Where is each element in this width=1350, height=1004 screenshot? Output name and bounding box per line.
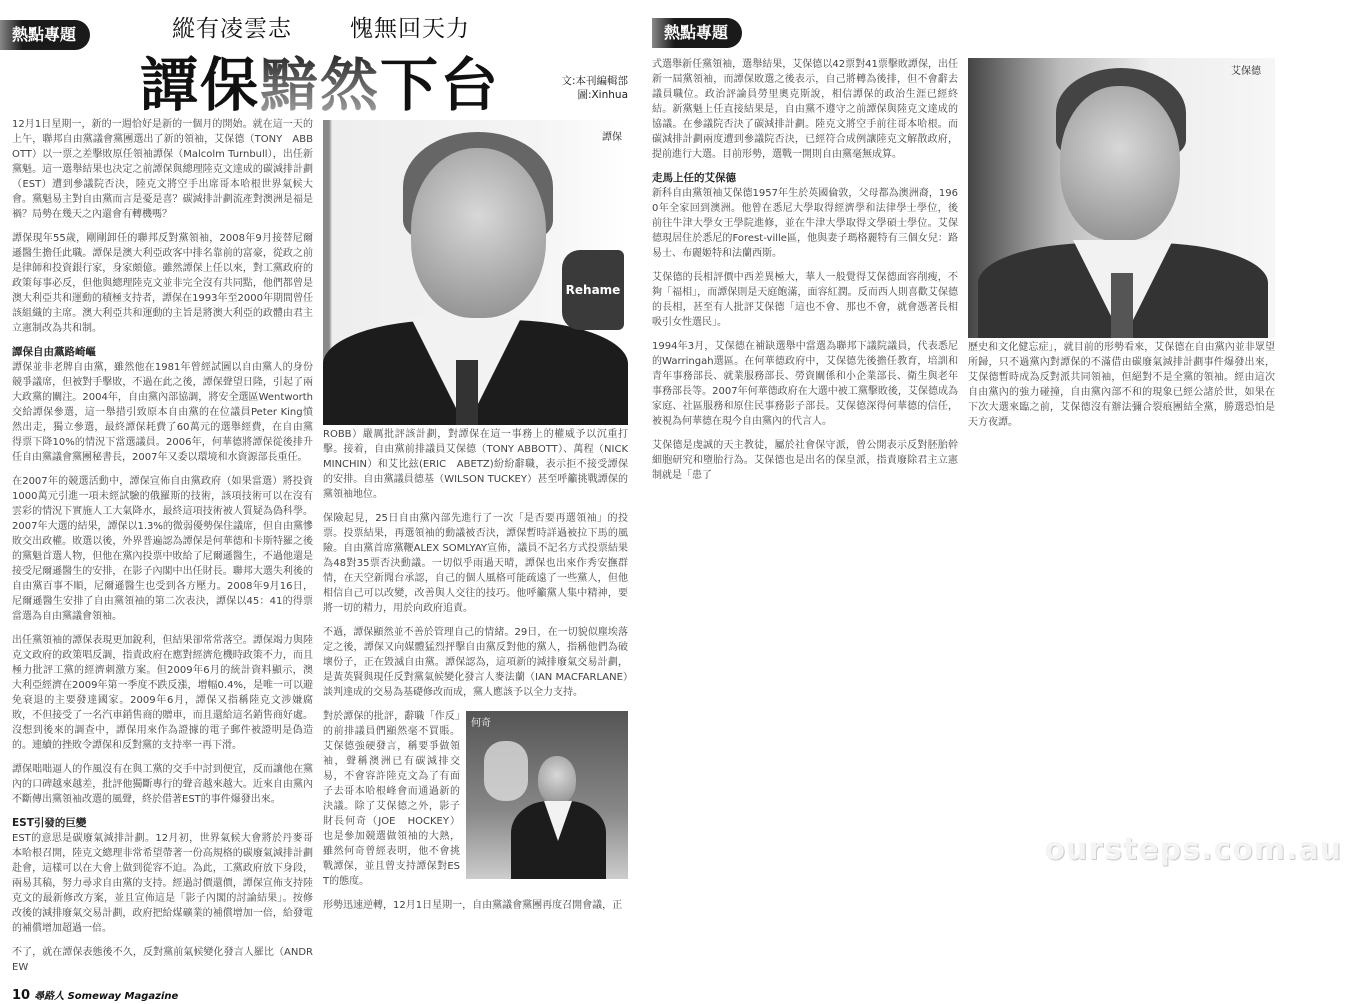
paragraph: 艾保德的長相評價中西差異極大，華人一般覺得艾保德面容削瘦，不夠「福相」，而譚保則是天庭飽滿，面容紅潤。反而西人則喜歡艾保德的長相，甚至有人批評艾保德「這也不會、那也不會，就會憑著長相吸引女性選民」。 <box>652 272 958 328</box>
page-number: 10 <box>12 988 31 1003</box>
right-column <box>652 57 958 492</box>
watermark: oursteps.com.au <box>1044 832 1342 867</box>
section-tag: 熱點專題 <box>652 18 742 48</box>
section-heading: 走馬上任的艾保德 <box>652 172 736 184</box>
microphone-logo: Rehame <box>562 250 624 330</box>
photo-caption: 譚保 <box>602 132 622 143</box>
paragraph: 艾保德是虔誠的天主教徒，屬於社會保守派，曾公開表示反對胚胎幹細胞研究和墮胎行為。艾保德也是出名的保皇派，指責廢除君主立憲制就是「患了 <box>652 440 958 481</box>
far-right-column <box>968 58 1275 439</box>
photo-caption: 艾保德 <box>1231 66 1261 77</box>
photo-credit: 圖:Xinhua <box>577 89 628 101</box>
paragraph: 1994年3月，艾保德在補缺選舉中當選為聯邦下議院議員，代表悉尼的Warringah選區。在何華德政府中，艾保德先後擔任教育，培訓和青年事務部長、就業服務部長、勞資關係和小企業部長、衛生與老年事務部長等。2007年何華德政府在大選中被工黨擊敗後，艾保德成為家庭、社區服務和原住民事務影子部長。艾保德深得何華德的信任，被視為何華德在現今自由黨內的代言人。 <box>652 341 958 427</box>
subtitle-right: 愧無回天力 <box>350 16 470 42</box>
section-heading: 譚保自由黨路崎嶇 <box>12 346 96 358</box>
author-credit: 文:本刊編輯部 <box>561 75 628 87</box>
paragraph: 出任黨領袖的譚保表現更加銳利，但結果卻常常落空。譚保竭力與陸克文政府的政策唱反調，指責政府在應對經濟危機時政策不力，而且極力批評工黨的經濟刺激方案。但2009年6月的統計資料顯示，澳大利亞經濟在2009年第一季度不跌反漲，增幅0.4%，是唯一可以避免衰退的主要發達國家。2009年6月，譚保又指稱陸克文涉嫌腐敗，不但接受了一名汽車銷售商的贈車，而且還給這名銷售商好處。沒想到後來的調查中，譚保用來作為證據的電子郵件被證明是偽造的。連續的挫敗令譚保和反對黨的支持率一再下滑。 <box>12 635 313 751</box>
magazine-name: 尋路人 Someway Magazine <box>34 991 179 1002</box>
paragraph: EST的意思是碳廢氣減排計劃。12月初，世界氣候大會將於丹麥哥本哈根召開，陸克文總理非常希望帶著一份高規格的碳廢氣減排計劃赴會，這樣可以在大會上做到從容不迫。為此，工黨政府放下身段，兩易其稿，努力尋求自由黨的支持。經過討價還價，譚保宣佈支持陸克文的最新修改方案，並且宣佈這是「影子內閣的討論結果」。按修改後的減排廢氣交易計劃，政府把給煤礦業的補償增加一倍，給發電的補償增加超過一倍。 <box>12 833 313 934</box>
section-heading: EST引發的巨變 <box>12 817 87 829</box>
middle-column <box>323 427 628 922</box>
page-title <box>140 38 500 122</box>
paragraph: 對於譚保的批評，辭職「作反」的前排議員們顯然毫不買賬。艾保德強硬發言，稱要爭做領袖，聲稱澳洲已有碳減排交易，不會容許陸克文為了有面子去哥本哈根峰會而通過新的決議。除了艾保德之外，影子財長何奇（JOE HOCKEY）也是參加競選做領袖的大熱，雖然何奇曾經表明，他不會挑戰譚保，並且曾支持譚保對EST的態度。 <box>323 711 460 887</box>
title-part: 下台 <box>380 51 501 119</box>
paragraph: 譚保現年55歲，剛剛卸任的聯邦反對黨領袖，2008年9月接替尼爾遜醫生擔任此職。譚保是澳大利亞政客中排名靠前的富豪，從政之前是律師和投資銀行家，身家頗億。雖然譚保上任以來，對工黨政府的政策每事必反，但他與總理陸克文並非完全沒有共同點，他們都曾是澳大利亞共和運動的積極支持者，譚保在1993年至2000年期間曾任該組織的主席。澳大利亞共和運動的主旨是將澳大利亞的政體由君主立憲制改為共和制。 <box>12 233 313 334</box>
paragraph: 譚保並非老牌自由黨，雖然他在1981年曾經試圖以自由黨人的身份競爭議席，但被對手擊敗，不過在此之後，譚保聲望日隆，引起了兩大政黨的關注。2004年，自由黨內部協調，將安全選區Wentworth交給譚保參選，這一舉措引致原本自由黨的在位議員Peter King憤然出走，獨立參選，最終譚保耗費了60萬元的選舉經費，在自由黨得票下降10%的情況下當選議員。2006年，何華德將譚保從後排升任自由黨議會黨團秘書長，2007年又委以環境和水資源部長重任。 <box>12 362 313 463</box>
title-part-faded: 黯然 <box>260 51 381 119</box>
paragraph: 歷史和文化健忘症」，就目前的形勢看來，艾保德在自由黨內並非眾望所歸，只不過黨內對譚保的不滿借由碳廢氣減排計劃事件爆發出來，艾保德暫時成為反對派共同領袖，但絕對不是全黨的領袖。經由這次自由黨內的強力碰撞，自由黨內部不和的現象已經公諸於世，如果在下次大選來臨之前，艾保德沒有辦法彌合裂痕團結全黨，勝選恐怕是天方夜譚。 <box>968 342 1275 428</box>
section-tag: 熱點專題 <box>0 20 90 50</box>
paragraph: 不過，譚保顯然並不善於管理自己的情緒。29日，在一切貌似塵埃落定之後，譚保又向媒體猛烈抨擊自由黨反對他的黨人，指稱他們為破壞份子，正在毀滅自由黨。譚保認為，這項新的減排廢氣交易計劃，是黃英賢與現任反對黨氣候變化發言人麥法蘭（IAN MACFARLANE）談判達成的交易為基礎修改而成，黨人應該予以全力支持。 <box>323 627 628 698</box>
paragraph: 12月1日星期一，新的一週恰好是新的一個月的開始。就在這一天的上午，聯邦自由黨議會黨團選出了新的領袖，艾保德（TONY ABBOTT）以一票之差擊敗原任領袖譚保（Malcolm Turnbull），出任新黨魁。這一選舉結果也決定之前譚保與總理陸克文達成的碳減排計劃（EST）遭到參議院否決，陸克文將空手出席哥本哈根世界氣候大會。黨魁易主對自由黨而言是憂是喜？碳減排計劃流產對澳洲是福是禍？局勢在幾天之內還會有轉機嗎？ <box>12 119 313 220</box>
photo-caption: 何奇 <box>471 718 491 729</box>
paragraph: 保險起見，25日自由黨內部先進行了一次「是否要再選領袖」的投票。投票結果，再選領袖的動議被否決，譚保暫時詳過被拉下馬的風險。自由黨首席黨鞭ALEX SOMLYAY宣佈，議員不記名方式投票結果為48對35票否決動議。一切似乎雨過天晴，譚保也出來作秀安撫群情，在天空新聞台承認，自己的個人風格可能疏遠了一些黨人，但他相信自己可以改變，改善與人交往的技巧。他呼籲黨人集中精神，要將一切的精力，用於向政府追責。 <box>323 513 628 614</box>
paragraph: 在2007年的競選活動中，譚保宣佈自由黨政府（如果當選）將投資1000萬元引進一項未經試驗的俄羅斯的技術，該項技術可以在沒有雲彩的情況下實施人工大氣降水，最終這項技術被人質疑為偽科學。2007年大選的結果，譚保以1.3%的微弱優勢保住議席，但自由黨慘敗交出政權。敗選以後，外界普遍認為譚保是何華德和卡斯特羅之後的黨魁首選人物，但他在黨內投票中敗給了尼爾遜醫生，不過他還是接受尼爾遜醫生的安排，在影子內閣中出任財長。聯邦大選失利後的自由黨百事不順，尼爾遜醫生也受到各方壓力。2008年9月16日，尼爾遜醫生安排了自由黨領袖的第二次表決，譚保以45：41的得票當選為自由黨議會領袖。 <box>12 476 313 622</box>
paragraph: 譚保咄咄逼人的作風沒有在與工黨的交手中討到便宜，反而讓他在黨內的口碑越來越差，批評他獨斷專行的聲音越來越大。近來自由黨內不斷傳出黨領袖改選的風聲，終於借著EST的事件爆發出來。 <box>12 764 313 805</box>
paragraph: 式選舉新任黨領袖，選舉結果，艾保德以42票對41票擊敗譚保，出任新一屆黨領袖，而譚保敗選之後表示，自己將轉為後排，但不會辭去議員職位。政治評論員勞里奧克斯說，相信譚保的政治生涯已經終結。新黨魁上任直接結果是，自由黨不遵守之前譚保與陸克文達成的協議。在參議院否決了碳減排計劃。陸克文將空手前往哥本哈根。而碳減排計劃兩度遭到參議院否決，已經符合成例讓陸克文解散政府，提前進行大選。目前形勢，選戰一開則自由黨毫無成算。 <box>652 59 958 160</box>
title-part: 譚保 <box>140 51 261 119</box>
paragraph: ROBB）嚴厲批評該計劃，對譚保在這一事務上的權威予以沉重打擊。接着，自由黨前排議員艾保德（TONY ABBOTT）、萬程（NICK MINCHIN）和艾比玆(ERIC ABETZ)紛紛辭職，表示拒不接受譚保的安排。自由黨議員德基（WILSON TUCKEY）甚至呼籲挑戰譚保的黨領袖地位。 <box>323 429 628 500</box>
turnbull-photo <box>323 120 628 425</box>
emblem-icon <box>484 741 528 801</box>
left-column <box>12 117 313 1004</box>
subtitle-left: 縱有凌雲志 <box>172 16 292 42</box>
credit <box>540 74 628 102</box>
hockey-photo <box>466 711 628 879</box>
page-footer <box>12 984 313 1004</box>
paragraph: 形勢迅速逆轉，12月1日星期一，自由黨議會黨團再度召開會議，正 <box>323 900 623 911</box>
paragraph: 不了，就在譚保表態後不久，反對黨前氣候變化發言人羅比（ANDREW <box>12 947 313 973</box>
paragraph: 新科自由黨領袖艾保德1957年生於英國倫敦，父母都為澳洲裔，1960年全家回到澳洲。他曾在悉尼大學取得經濟學和法律學士學位，後前往牛津大學女王學院進修，並在牛津大學取得文學碩士學位。艾保德現居住於悉尼的Forest-ville區，他與妻子瑪格麗特有三個女兒：路易士、布麗姬特和法蘭西斯。 <box>652 188 958 259</box>
abbott-photo <box>968 58 1275 338</box>
